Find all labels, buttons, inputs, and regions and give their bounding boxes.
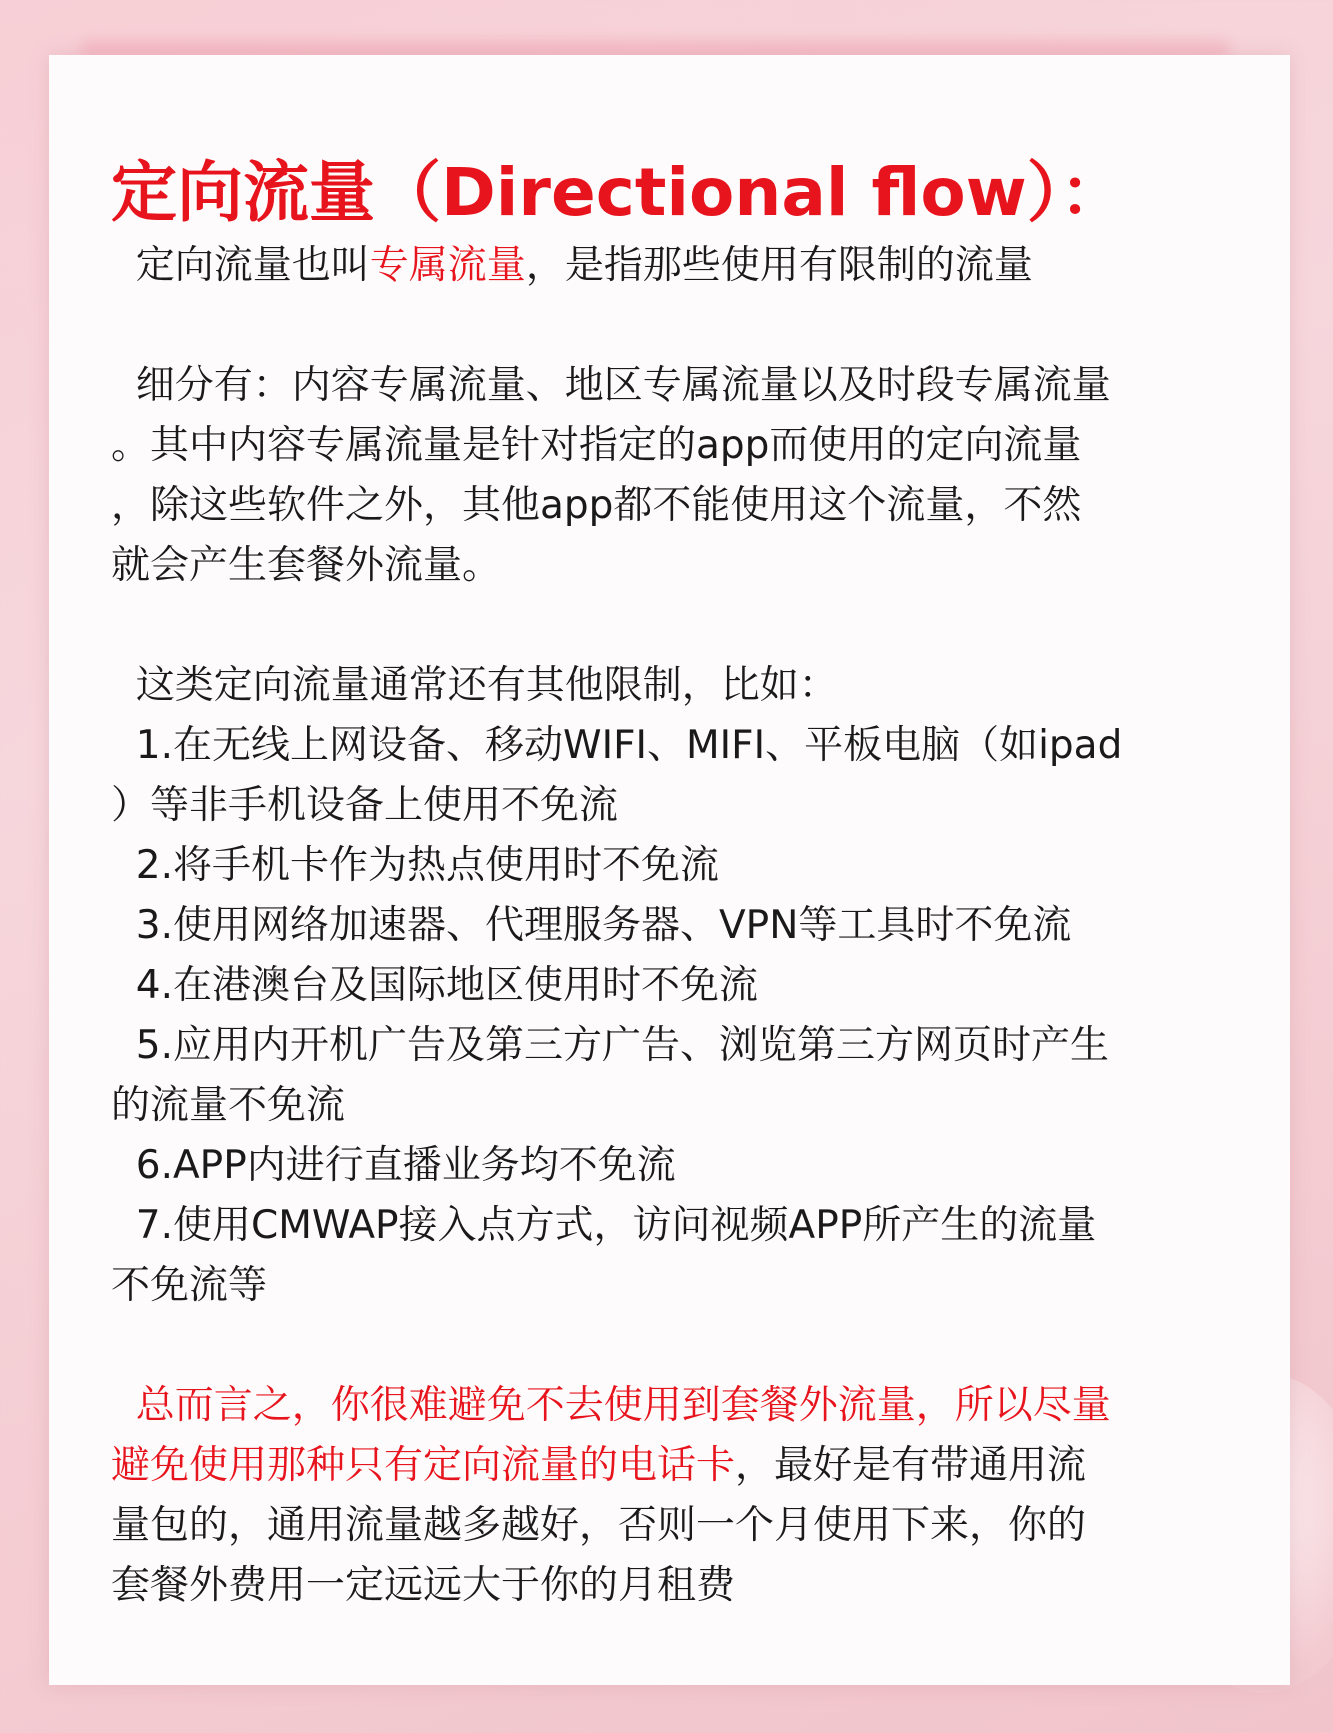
intro-line (111, 236, 1281, 296)
paragraph-line: 。其中内容专属流量是针对指定的app而使用的定向流量 (111, 423, 1082, 468)
restriction-item: 2.将手机卡作为热点使用时不免流 (111, 843, 720, 888)
conclusion-highlight: 避免使用那种只有定向流量的电话卡 (111, 1443, 736, 1488)
restrictions-intro: 这类定向流量通常还有其他限制，比如： (111, 663, 838, 708)
conclusion-line: 总而言之，你很难避免不去使用到套餐外流量，所以尽量 (111, 1383, 1111, 1428)
conclusion-text: ，最好是有带通用流 (735, 1443, 1087, 1488)
restriction-item: 4.在港澳台及国际地区使用时不免流 (111, 963, 759, 1008)
spacer (111, 1316, 1281, 1376)
article-content (111, 150, 1281, 1616)
intro-prefix: 定向流量也叫 (111, 243, 370, 288)
conclusion-line: 套餐外费用一定远远大于你的月租费 (111, 1563, 736, 1608)
paragraph-line: 细分有：内容专属流量、地区专属流量以及时段专属流量 (111, 363, 1111, 408)
conclusion-line (111, 1436, 1281, 1496)
restrictions-section (111, 656, 1281, 1316)
paragraph-line: 就会产生套餐外流量。 (111, 543, 502, 588)
intro-highlight: 专属流量 (369, 243, 526, 288)
spacer (111, 296, 1281, 356)
restriction-item: 不免流等 (111, 1263, 268, 1308)
page-title: 定向流量（Directional flow）： (111, 154, 1126, 231)
spacer (111, 596, 1281, 656)
restriction-item: 7.使用CMWAP接入点方式，访问视频APP所产生的流量 (111, 1203, 1097, 1248)
restriction-item: 3.使用网络加速器、代理服务器、VPN等工具时不免流 (111, 903, 1072, 948)
restriction-item: 的流量不免流 (111, 1083, 346, 1128)
conclusion-line: 量包的，通用流量越多越好，否则一个月使用下来，你的 (111, 1503, 1087, 1548)
restriction-item: ）等非手机设备上使用不免流 (111, 783, 619, 828)
paragraph-subdivision (111, 356, 1281, 596)
restriction-item: 1.在无线上网设备、移动WIFI、MIFI、平板电脑（如ipad (111, 723, 1123, 768)
conclusion-section (111, 1376, 1281, 1616)
content-card (49, 55, 1290, 1685)
restriction-item: 5.应用内开机广告及第三方广告、浏览第三方网页时产生 (111, 1023, 1110, 1068)
restriction-item: 6.APP内进行直播业务均不免流 (111, 1143, 676, 1188)
paragraph-line: ，除这些软件之外，其他app都不能使用这个流量，不然 (111, 483, 1082, 528)
intro-suffix: ，是指那些使用有限制的流量 (525, 243, 1033, 288)
